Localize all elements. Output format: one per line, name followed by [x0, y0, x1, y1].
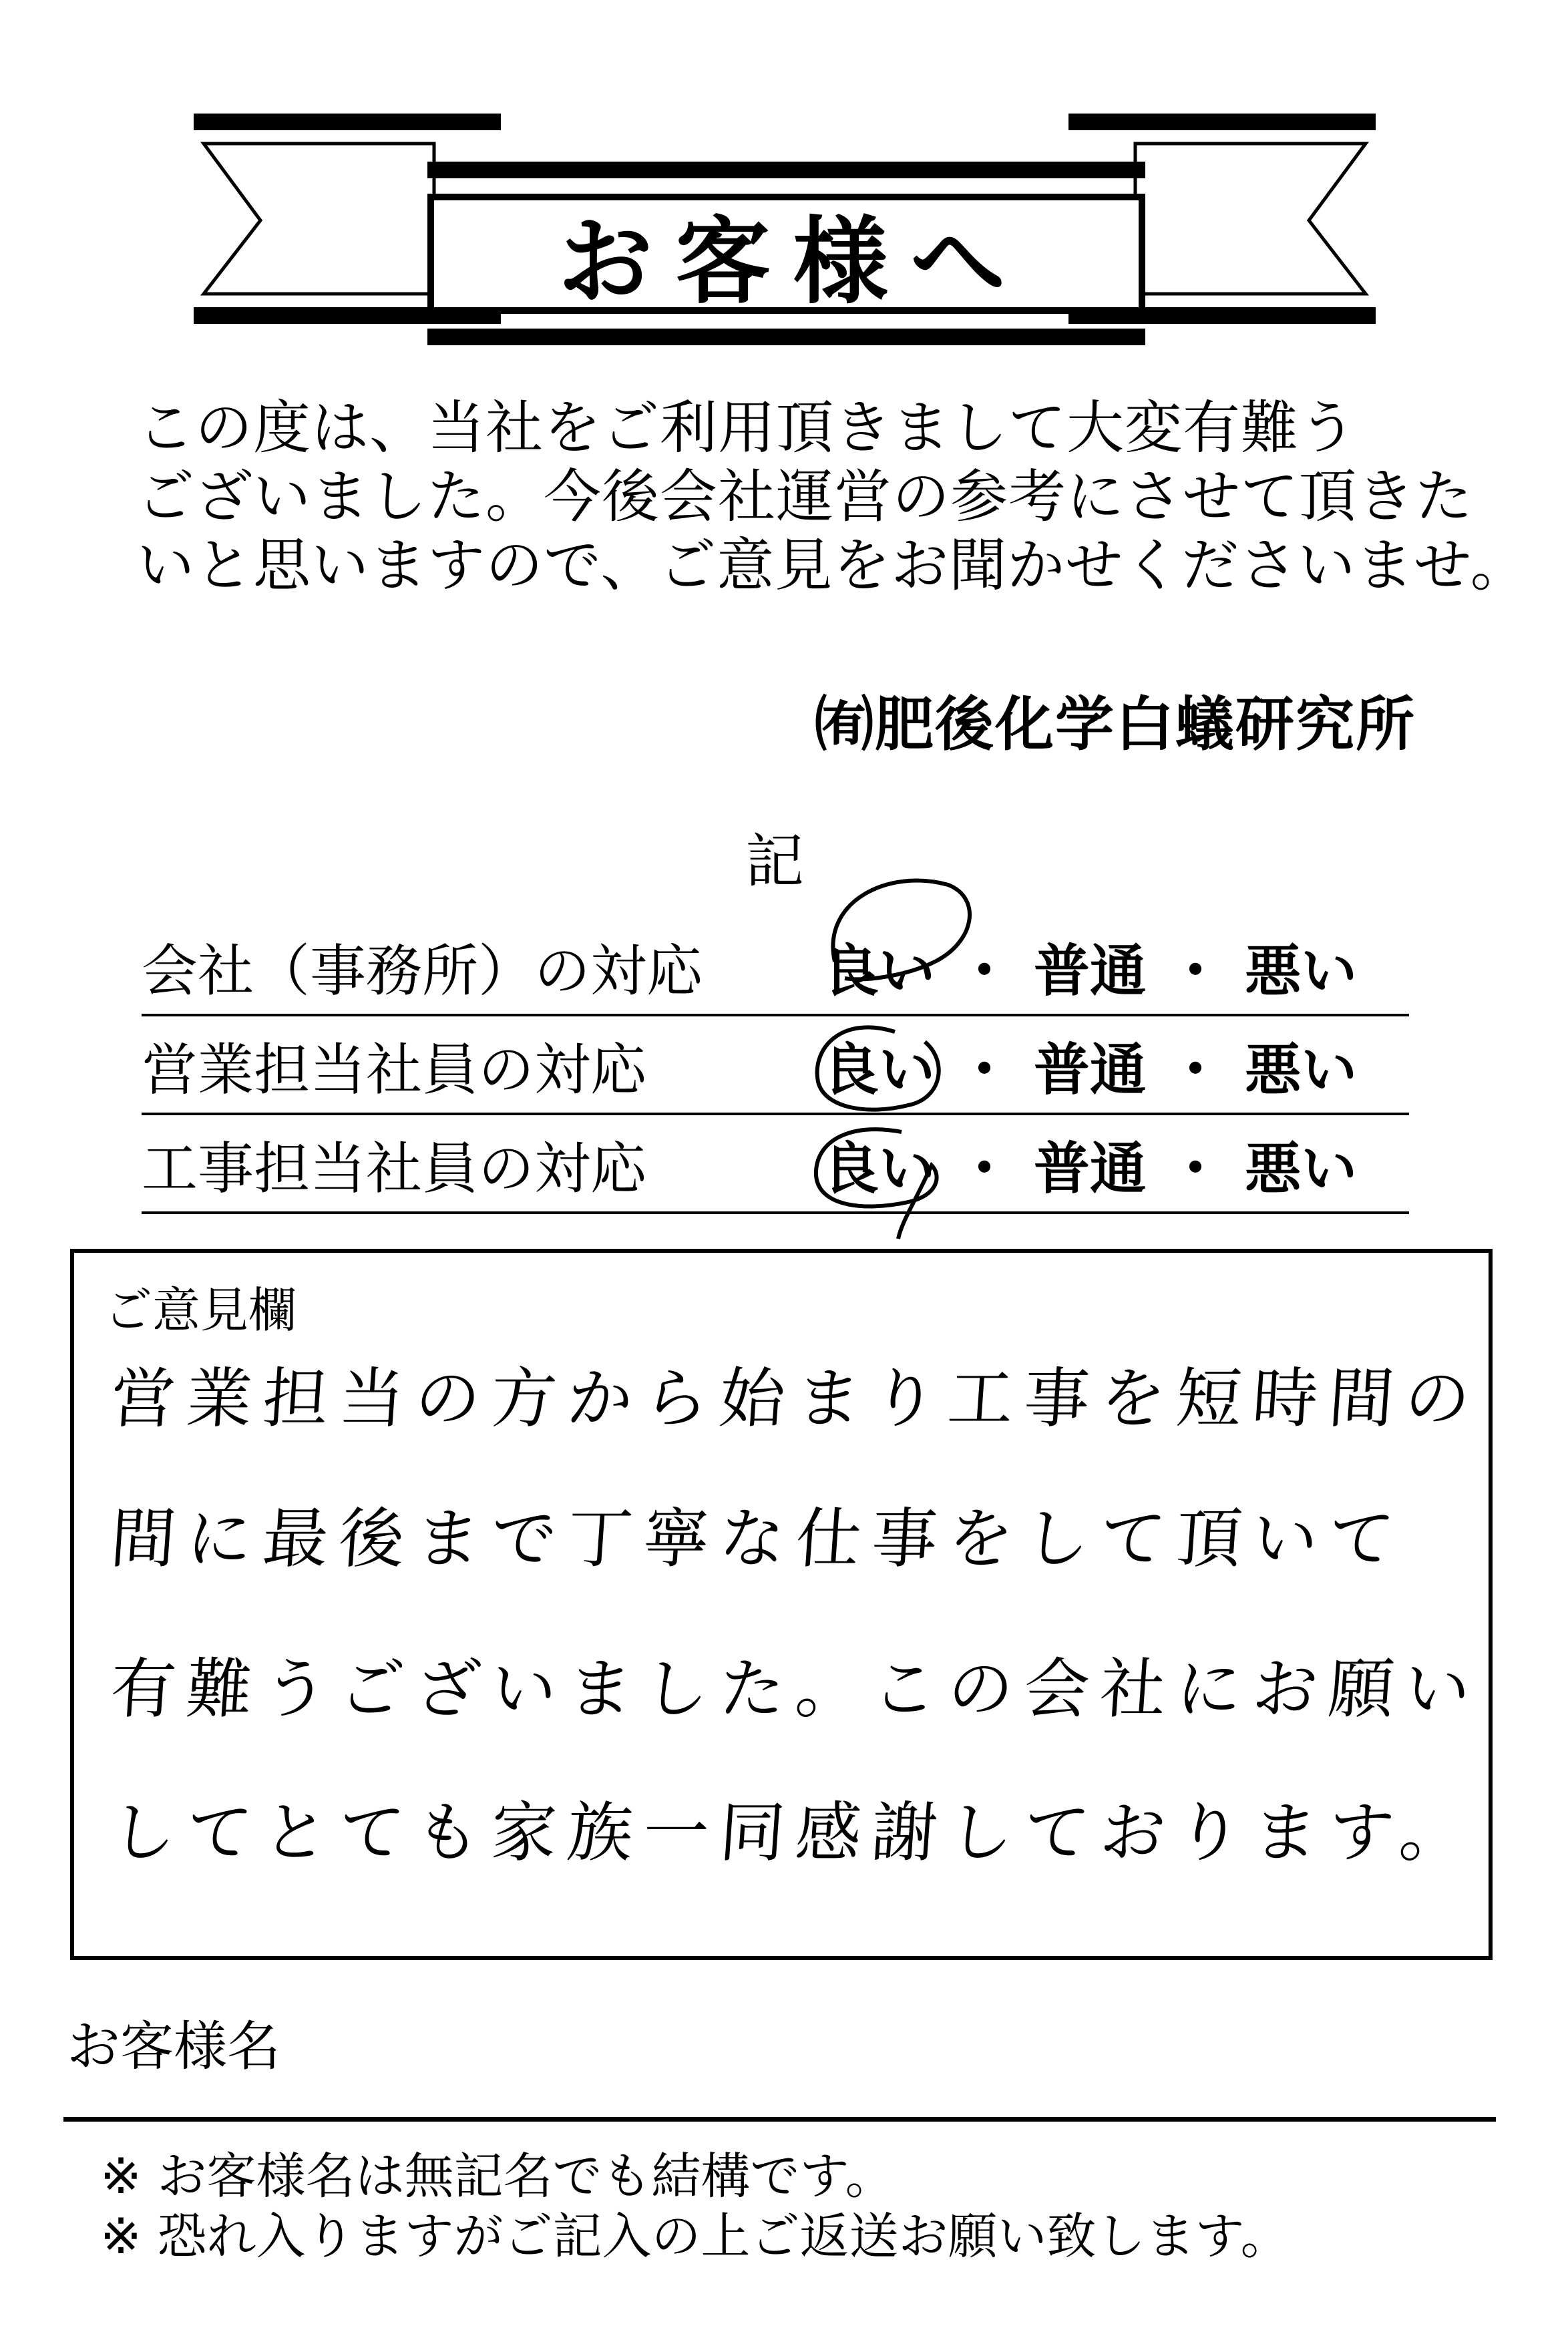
- evaluation-row-company: [142, 915, 1409, 1016]
- option-separator: ・: [956, 1037, 1013, 1103]
- option-good[interactable]: 良い: [823, 1037, 936, 1103]
- evaluation-options: [823, 926, 1357, 1007]
- customer-name-line[interactable]: [63, 2117, 1496, 2122]
- evaluation-row-construction: [142, 1113, 1409, 1214]
- option-separator: ・: [956, 938, 1013, 1004]
- evaluation-label: 営業担当社員の対応: [142, 1037, 647, 1103]
- evaluation-label: 会社（事務所）の対応: [142, 938, 703, 1004]
- page-title: お客様へ: [558, 206, 1028, 317]
- comment-line: 間に最後まで丁寧な仕事をして頂いて: [108, 1501, 1408, 1577]
- option-bad[interactable]: 悪い: [1245, 1136, 1358, 1201]
- customer-name-label: お客様名: [67, 2015, 280, 2078]
- option-bad[interactable]: 悪い: [1245, 938, 1358, 1004]
- note-anonymous: ※ お客様名は無記名でも結構です。: [100, 2148, 895, 2205]
- option-normal[interactable]: 普通: [1034, 1037, 1147, 1103]
- option-good[interactable]: 良い: [823, 938, 936, 1004]
- comment-line: 有難うございました。この会社にお願い: [108, 1651, 1484, 1728]
- company-name: ㈲肥後化学白蟻研究所: [814, 690, 1416, 759]
- evaluation-options: [823, 1124, 1357, 1205]
- comment-box[interactable]: [70, 1249, 1493, 1960]
- option-good[interactable]: 良い: [823, 1136, 936, 1201]
- evaluation-label: 工事担当社員の対応: [142, 1136, 647, 1201]
- intro-line: ございました。今後会社運営の参考にさせて頂きた: [137, 463, 1473, 530]
- option-bad[interactable]: 悪い: [1245, 1037, 1358, 1103]
- option-separator: ・: [1167, 938, 1224, 1004]
- option-normal[interactable]: 普通: [1034, 938, 1147, 1004]
- ki-heading: 記: [745, 827, 804, 896]
- option-separator: ・: [956, 1136, 1013, 1201]
- intro-line: いと思いますので、ご意見をお聞かせくださいませ。: [137, 532, 1529, 599]
- option-normal[interactable]: 普通: [1034, 1136, 1147, 1201]
- intro-line: この度は、当社をご利用頂きまして大変有難う: [137, 395, 1357, 461]
- comment-line: してとても家族一同感謝しております。: [108, 1795, 1479, 1871]
- note-return: ※ 恐れ入りますがご記入の上ご返送お願い致します。: [100, 2208, 1290, 2265]
- evaluation-options: [823, 1025, 1357, 1106]
- evaluation-row-sales: [142, 1014, 1409, 1115]
- comment-label: ご意見欄: [104, 1282, 297, 1338]
- comment-line: 営業担当の方から始まり工事を短時間の: [108, 1361, 1484, 1437]
- option-separator: ・: [1167, 1136, 1224, 1201]
- option-separator: ・: [1167, 1037, 1224, 1103]
- intro-paragraph: [137, 394, 1529, 600]
